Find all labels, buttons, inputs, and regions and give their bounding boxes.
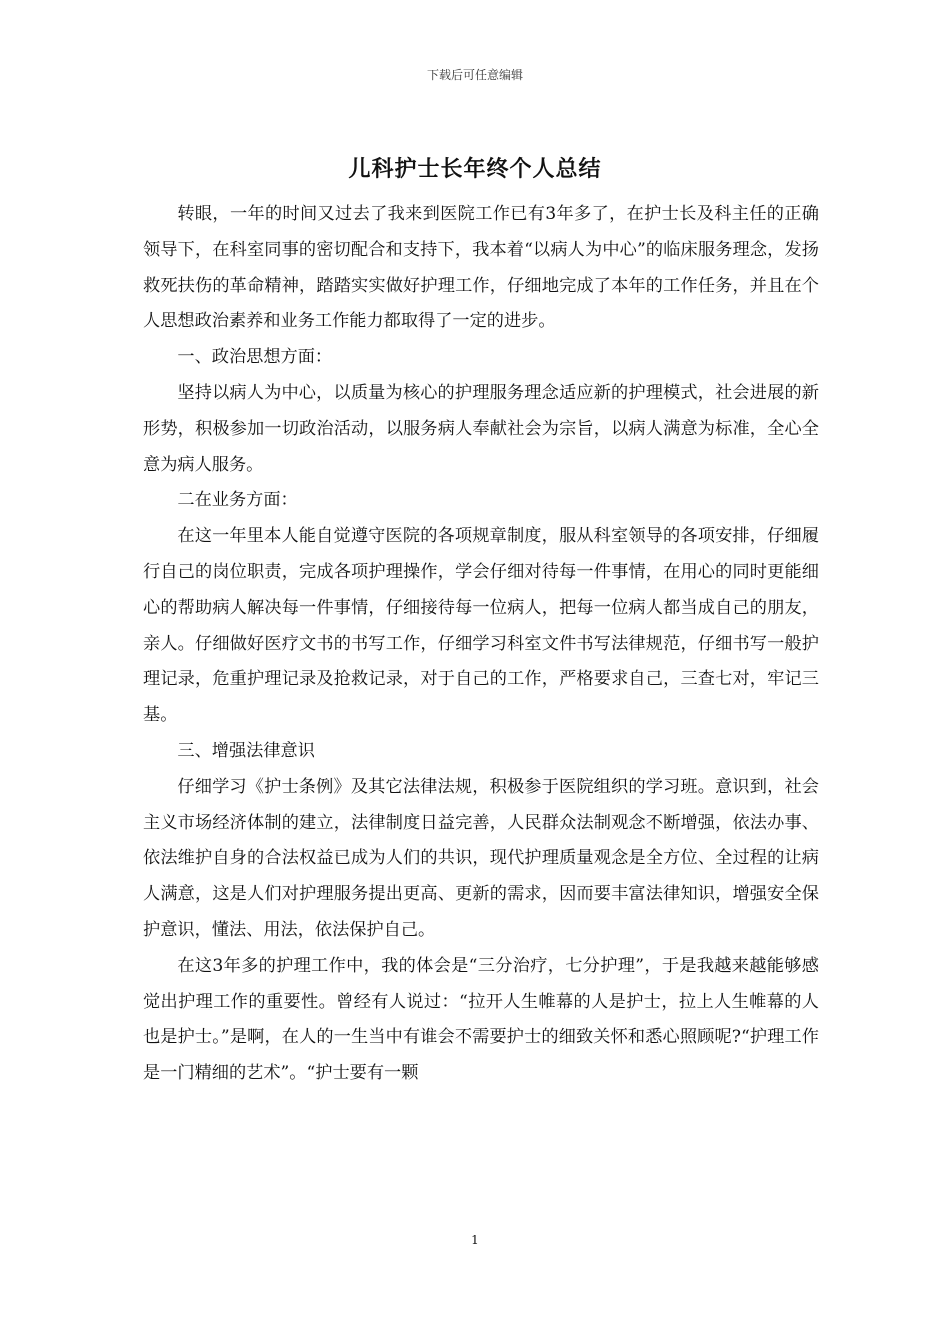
document-body bbox=[143, 197, 819, 1092]
document-title: 儿科护士长年终个人总结 bbox=[348, 156, 602, 182]
page-header: 下载后可任意编辑 bbox=[426, 68, 523, 82]
section-heading-business: 二在业务方面： bbox=[177, 490, 298, 511]
paragraph-intro: 转眼，一年的时间又过去了我来到医院工作已有3年多了，在护士长及科主任的正确领导下，在科室同事的密切配合和支持下，我本着“以病人为中心”的临床服务理念，发扬救死扶伤的革命精神，踏踏实实做好护理工作，仔细地完成了本年的工作任务，并且在个人思想政治素养和业务工作能力都取得了一定的进步。 bbox=[143, 204, 819, 332]
paragraph-politics: 坚持以病人为中心，以质量为核心的护理服务理念适应新的护理模式，社会进展的新形势，积极参加一切政治活动，以服务病人奉献社会为宗旨，以病人满意为标准，全心全意为病人服务。 bbox=[143, 382, 819, 475]
section-heading-law: 三、增强法律意识 bbox=[177, 740, 315, 761]
paragraph-reflection: 在这3年多的护理工作中，我的体会是“三分治疗，七分护理”，于是我越来越能够感觉出护理工作的重要性。曾经有人说过：“拉开人生帷幕的人是护士，拉上人生帷幕的人也是护士。”是啊，在人的一生当中有谁会不需要护士的细致关怀和悉心照顾呢?“护理工作是一门精细的艺术”。“护士要有一颗 bbox=[143, 955, 819, 1084]
paragraph-law: 仔细学习《护士条例》及其它法律法规，积极参于医院组织的学习班。意识到，社会主义市场经济体制的建立，法律制度日益完善，人民群众法制观念不断增强，依法办事、依法维护自身的合法权益已成为人们的共识，现代护理质量观念是全方位、全过程的让病人满意，这是人们对护理服务提出更高、更新的需求，因而要丰富法律知识，增强安全保护意识，懂法、用法，依法保护自己。 bbox=[143, 776, 819, 940]
paragraph-business: 在这一年里本人能自觉遵守医院的各项规章制度，服从科室领导的各项安排，仔细履行自己的岗位职责，完成各项护理操作，学会仔细对待每一件事情，在用心的同时更能细心的帮助病人解决每一件事情，仔细接待每一位病人，把每一位病人都当成自己的朋友，亲人。仔细做好医疗文书的书写工作，仔细学习科室文件书写法律规范，仔细书写一般护理记录，危重护理记录及抢救记录，对于自己的工作，严格要求自己，三查七对，牢记三基。 bbox=[143, 526, 819, 726]
section-heading-politics: 一、政治思想方面： bbox=[177, 347, 333, 368]
page-number: 1 bbox=[471, 1233, 479, 1247]
